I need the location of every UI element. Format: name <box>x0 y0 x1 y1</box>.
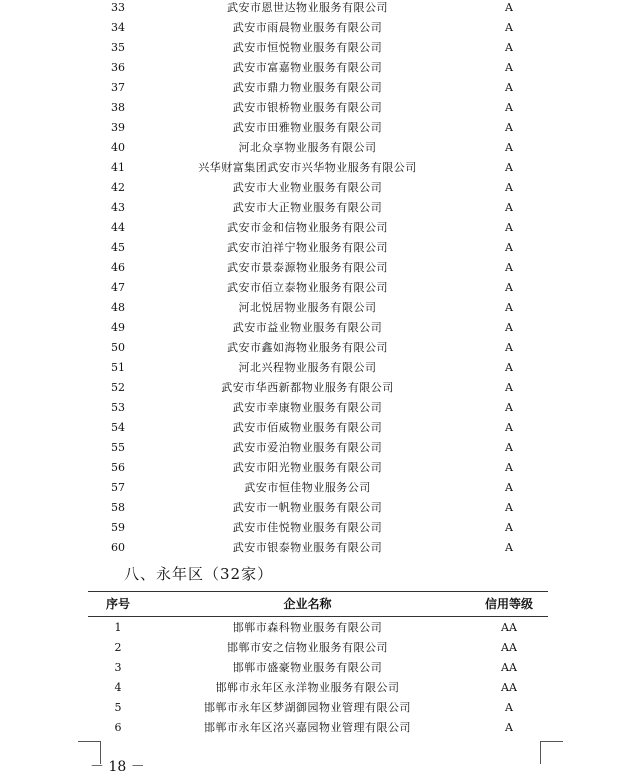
row-number: 59 <box>111 521 125 534</box>
table-row <box>0 0 631 18</box>
row-number: 4 <box>114 681 122 694</box>
table-row <box>0 358 631 378</box>
company-name: 武安市雨晨物业服务有限公司 <box>232 21 383 34</box>
company-name: 武安市大业物业服务有限公司 <box>232 181 383 194</box>
row-number: 3 <box>114 661 122 674</box>
table-row <box>0 438 631 458</box>
row-number: 39 <box>111 121 125 134</box>
header-num: 序号 <box>105 597 130 611</box>
table-row <box>0 698 631 718</box>
company-name: 武安市泊祥宁物业服务有限公司 <box>227 241 388 254</box>
row-number: 45 <box>111 241 125 254</box>
table-row <box>0 678 631 698</box>
credit-grade: A <box>505 81 513 94</box>
table-row <box>0 318 631 338</box>
company-name: 武安市佳悦物业服务有限公司 <box>232 521 383 534</box>
table-row <box>0 378 631 398</box>
company-name: 武安市景泰源物业服务有限公司 <box>227 261 388 274</box>
company-name: 武安市金和信物业服务有限公司 <box>227 221 388 234</box>
table-row <box>0 138 631 158</box>
row-number: 38 <box>111 101 125 114</box>
company-name: 邯郸市永年区梦湖御园物业管理有限公司 <box>204 701 411 714</box>
company-name: 邯郸市安之信物业服务有限公司 <box>227 641 388 654</box>
table-row <box>0 198 631 218</box>
company-name: 邯郸市永年区永洋物业服务有限公司 <box>215 681 400 694</box>
company-name: 邯郸市永年区洺兴嘉园物业管理有限公司 <box>204 721 411 734</box>
company-name: 武安市银桥物业服务有限公司 <box>232 101 383 114</box>
credit-grade: A <box>505 481 513 494</box>
credit-grade: A <box>505 341 513 354</box>
row-number: 49 <box>111 321 125 334</box>
row-number: 40 <box>111 141 125 154</box>
credit-grade: A <box>505 1 513 14</box>
table-row <box>0 158 631 178</box>
table-row <box>0 258 631 278</box>
row-number: 58 <box>111 501 125 514</box>
row-number: 48 <box>111 301 125 314</box>
credit-grade: A <box>505 181 513 194</box>
credit-grade: A <box>505 401 513 414</box>
credit-grade: A <box>505 381 513 394</box>
table-row <box>0 278 631 298</box>
table-row <box>0 218 631 238</box>
credit-grade: AA <box>501 641 517 654</box>
row-number: 60 <box>111 541 125 554</box>
company-name: 河北悦居物业服务有限公司 <box>238 301 377 314</box>
credit-grade: A <box>505 141 513 154</box>
company-name: 武安市大正物业服务有限公司 <box>232 201 383 214</box>
table-header <box>0 594 631 614</box>
table-row <box>0 118 631 138</box>
row-number: 46 <box>111 261 125 274</box>
company-name: 武安市华西新都物业服务有限公司 <box>221 381 394 394</box>
table-row <box>0 38 631 58</box>
table-top-rule <box>88 591 548 592</box>
company-name: 河北众享物业服务有限公司 <box>238 141 377 154</box>
company-name: 邯郸市盛豪物业服务有限公司 <box>232 661 383 674</box>
row-number: 35 <box>111 41 125 54</box>
table-row <box>0 238 631 258</box>
company-name: 武安市佰威物业服务有限公司 <box>232 421 383 434</box>
row-number: 6 <box>114 721 122 734</box>
company-name: 武安市益业物业服务有限公司 <box>232 321 383 334</box>
row-number: 55 <box>111 441 125 454</box>
company-name: 邯郸市森科物业服务有限公司 <box>232 621 383 634</box>
row-number: 54 <box>111 421 125 434</box>
table-row <box>0 658 631 678</box>
credit-grade: A <box>505 281 513 294</box>
table-row <box>0 398 631 418</box>
table-row <box>0 498 631 518</box>
row-number: 37 <box>111 81 125 94</box>
credit-grade: A <box>505 321 513 334</box>
credit-grade: A <box>505 241 513 254</box>
row-number: 57 <box>111 481 125 494</box>
company-name: 武安市富嘉物业服务有限公司 <box>232 61 383 74</box>
company-name: 武安市幸康物业服务有限公司 <box>232 401 383 414</box>
page-number: － 18 － <box>90 759 145 775</box>
company-name: 武安市恒悦物业服务有限公司 <box>232 41 383 54</box>
credit-grade: A <box>505 301 513 314</box>
row-number: 52 <box>111 381 125 394</box>
table-row <box>0 478 631 498</box>
company-name: 武安市佰立泰物业服务有限公司 <box>227 281 388 294</box>
table-row <box>0 58 631 78</box>
row-number: 34 <box>111 21 125 34</box>
credit-grade: A <box>505 221 513 234</box>
company-name: 武安市恩世达物业服务有限公司 <box>227 1 388 14</box>
header-name: 企业名称 <box>283 597 332 611</box>
credit-grade: A <box>505 721 513 734</box>
table-row <box>0 458 631 478</box>
row-number: 53 <box>111 401 125 414</box>
row-number: 47 <box>111 281 125 294</box>
row-number: 5 <box>114 701 122 714</box>
credit-grade: A <box>505 541 513 554</box>
company-name: 兴华财富集团武安市兴华物业服务有限公司 <box>198 161 417 174</box>
credit-grade: A <box>505 161 513 174</box>
header-grade: 信用等级 <box>484 597 533 611</box>
table-row <box>0 298 631 318</box>
credit-grade: A <box>505 421 513 434</box>
credit-grade: A <box>505 21 513 34</box>
row-number: 42 <box>111 181 125 194</box>
table-row <box>0 78 631 98</box>
row-number: 33 <box>111 1 125 14</box>
section-title: 八、永年区（32家） <box>124 565 274 583</box>
credit-grade: A <box>505 261 513 274</box>
credit-grade: A <box>505 461 513 474</box>
credit-grade: AA <box>501 661 517 674</box>
credit-grade: A <box>505 201 513 214</box>
table-row <box>0 98 631 118</box>
credit-grade: A <box>505 101 513 114</box>
row-number: 43 <box>111 201 125 214</box>
table-row <box>0 338 631 358</box>
credit-grade: A <box>505 361 513 374</box>
row-number: 1 <box>114 621 122 634</box>
table-row <box>0 618 631 638</box>
credit-grade: A <box>505 521 513 534</box>
company-name: 武安市银泰物业服务有限公司 <box>232 541 383 554</box>
company-name: 武安市鑫如海物业服务有限公司 <box>227 341 388 354</box>
credit-grade: A <box>505 701 513 714</box>
row-number: 36 <box>111 61 125 74</box>
row-number: 2 <box>114 641 122 654</box>
table-row <box>0 538 631 558</box>
credit-grade: AA <box>501 681 517 694</box>
table-row <box>0 718 631 738</box>
company-name: 武安市爱泊物业服务有限公司 <box>232 441 383 454</box>
credit-grade: A <box>505 441 513 454</box>
row-number: 51 <box>111 361 125 374</box>
credit-grade: A <box>505 61 513 74</box>
credit-grade: A <box>505 121 513 134</box>
table-row <box>0 518 631 538</box>
table-row <box>0 638 631 658</box>
company-name: 河北兴程物业服务有限公司 <box>238 361 377 374</box>
credit-grade: AA <box>501 621 517 634</box>
company-name: 武安市鼎力物业服务有限公司 <box>232 81 383 94</box>
company-name: 武安市阳光物业服务有限公司 <box>232 461 383 474</box>
page-corner-mark-right <box>540 741 563 764</box>
credit-grade: A <box>505 501 513 514</box>
credit-grade: A <box>505 41 513 54</box>
row-number: 44 <box>111 221 125 234</box>
table-header-rule <box>88 616 548 617</box>
company-name: 武安市恒佳物业服务公司 <box>244 481 371 494</box>
company-name: 武安市田雅物业服务有限公司 <box>232 121 383 134</box>
table-row <box>0 178 631 198</box>
table-row <box>0 418 631 438</box>
row-number: 56 <box>111 461 125 474</box>
table-row <box>0 18 631 38</box>
row-number: 41 <box>111 161 125 174</box>
company-name: 武安市一帆物业服务有限公司 <box>232 501 383 514</box>
row-number: 50 <box>111 341 125 354</box>
